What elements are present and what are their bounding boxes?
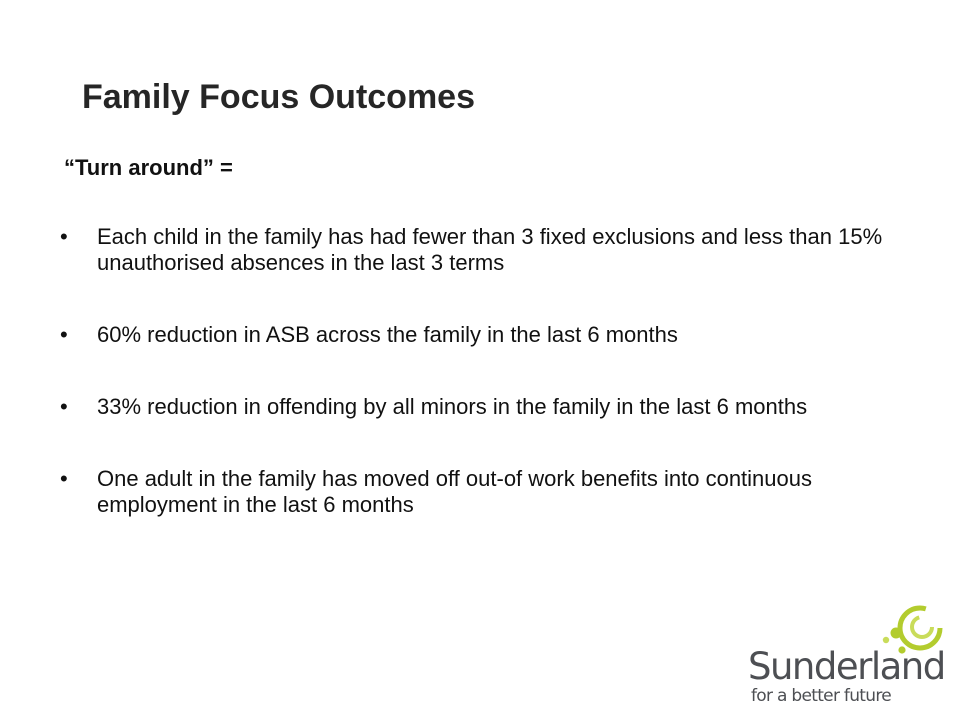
outcome-text: Each child in the family has had fewer than 3 fixed exclusions and less than 15% unauthorised absences in the last 3 terms — [97, 224, 883, 275]
bullet-marker: • — [60, 322, 68, 347]
outcome-text: 60% reduction in ASB across the family in the last 6 months — [97, 322, 678, 347]
outcome-item — [60, 224, 890, 276]
bullet-marker: • — [60, 224, 68, 249]
logo-tagline: for a better future — [751, 686, 892, 706]
outcome-text: 33% reduction in offending by all minors in the family in the last 6 months — [97, 394, 808, 419]
slide-title: Family Focus Outcomes — [82, 78, 475, 116]
bullet-marker: • — [60, 466, 68, 491]
turn-around-heading: “Turn around” = — [64, 155, 233, 180]
outcome-text: One adult in the family has moved off out-of work benefits into continuous employment in the last 6 months — [97, 466, 812, 517]
outcome-item — [60, 466, 890, 518]
logo-wordmark: Sunderland — [748, 645, 945, 688]
outcome-item — [60, 394, 890, 420]
outcome-item — [60, 322, 890, 348]
sunderland-logo — [748, 600, 948, 710]
outcome-list — [60, 224, 890, 518]
bullet-marker: • — [60, 394, 68, 419]
